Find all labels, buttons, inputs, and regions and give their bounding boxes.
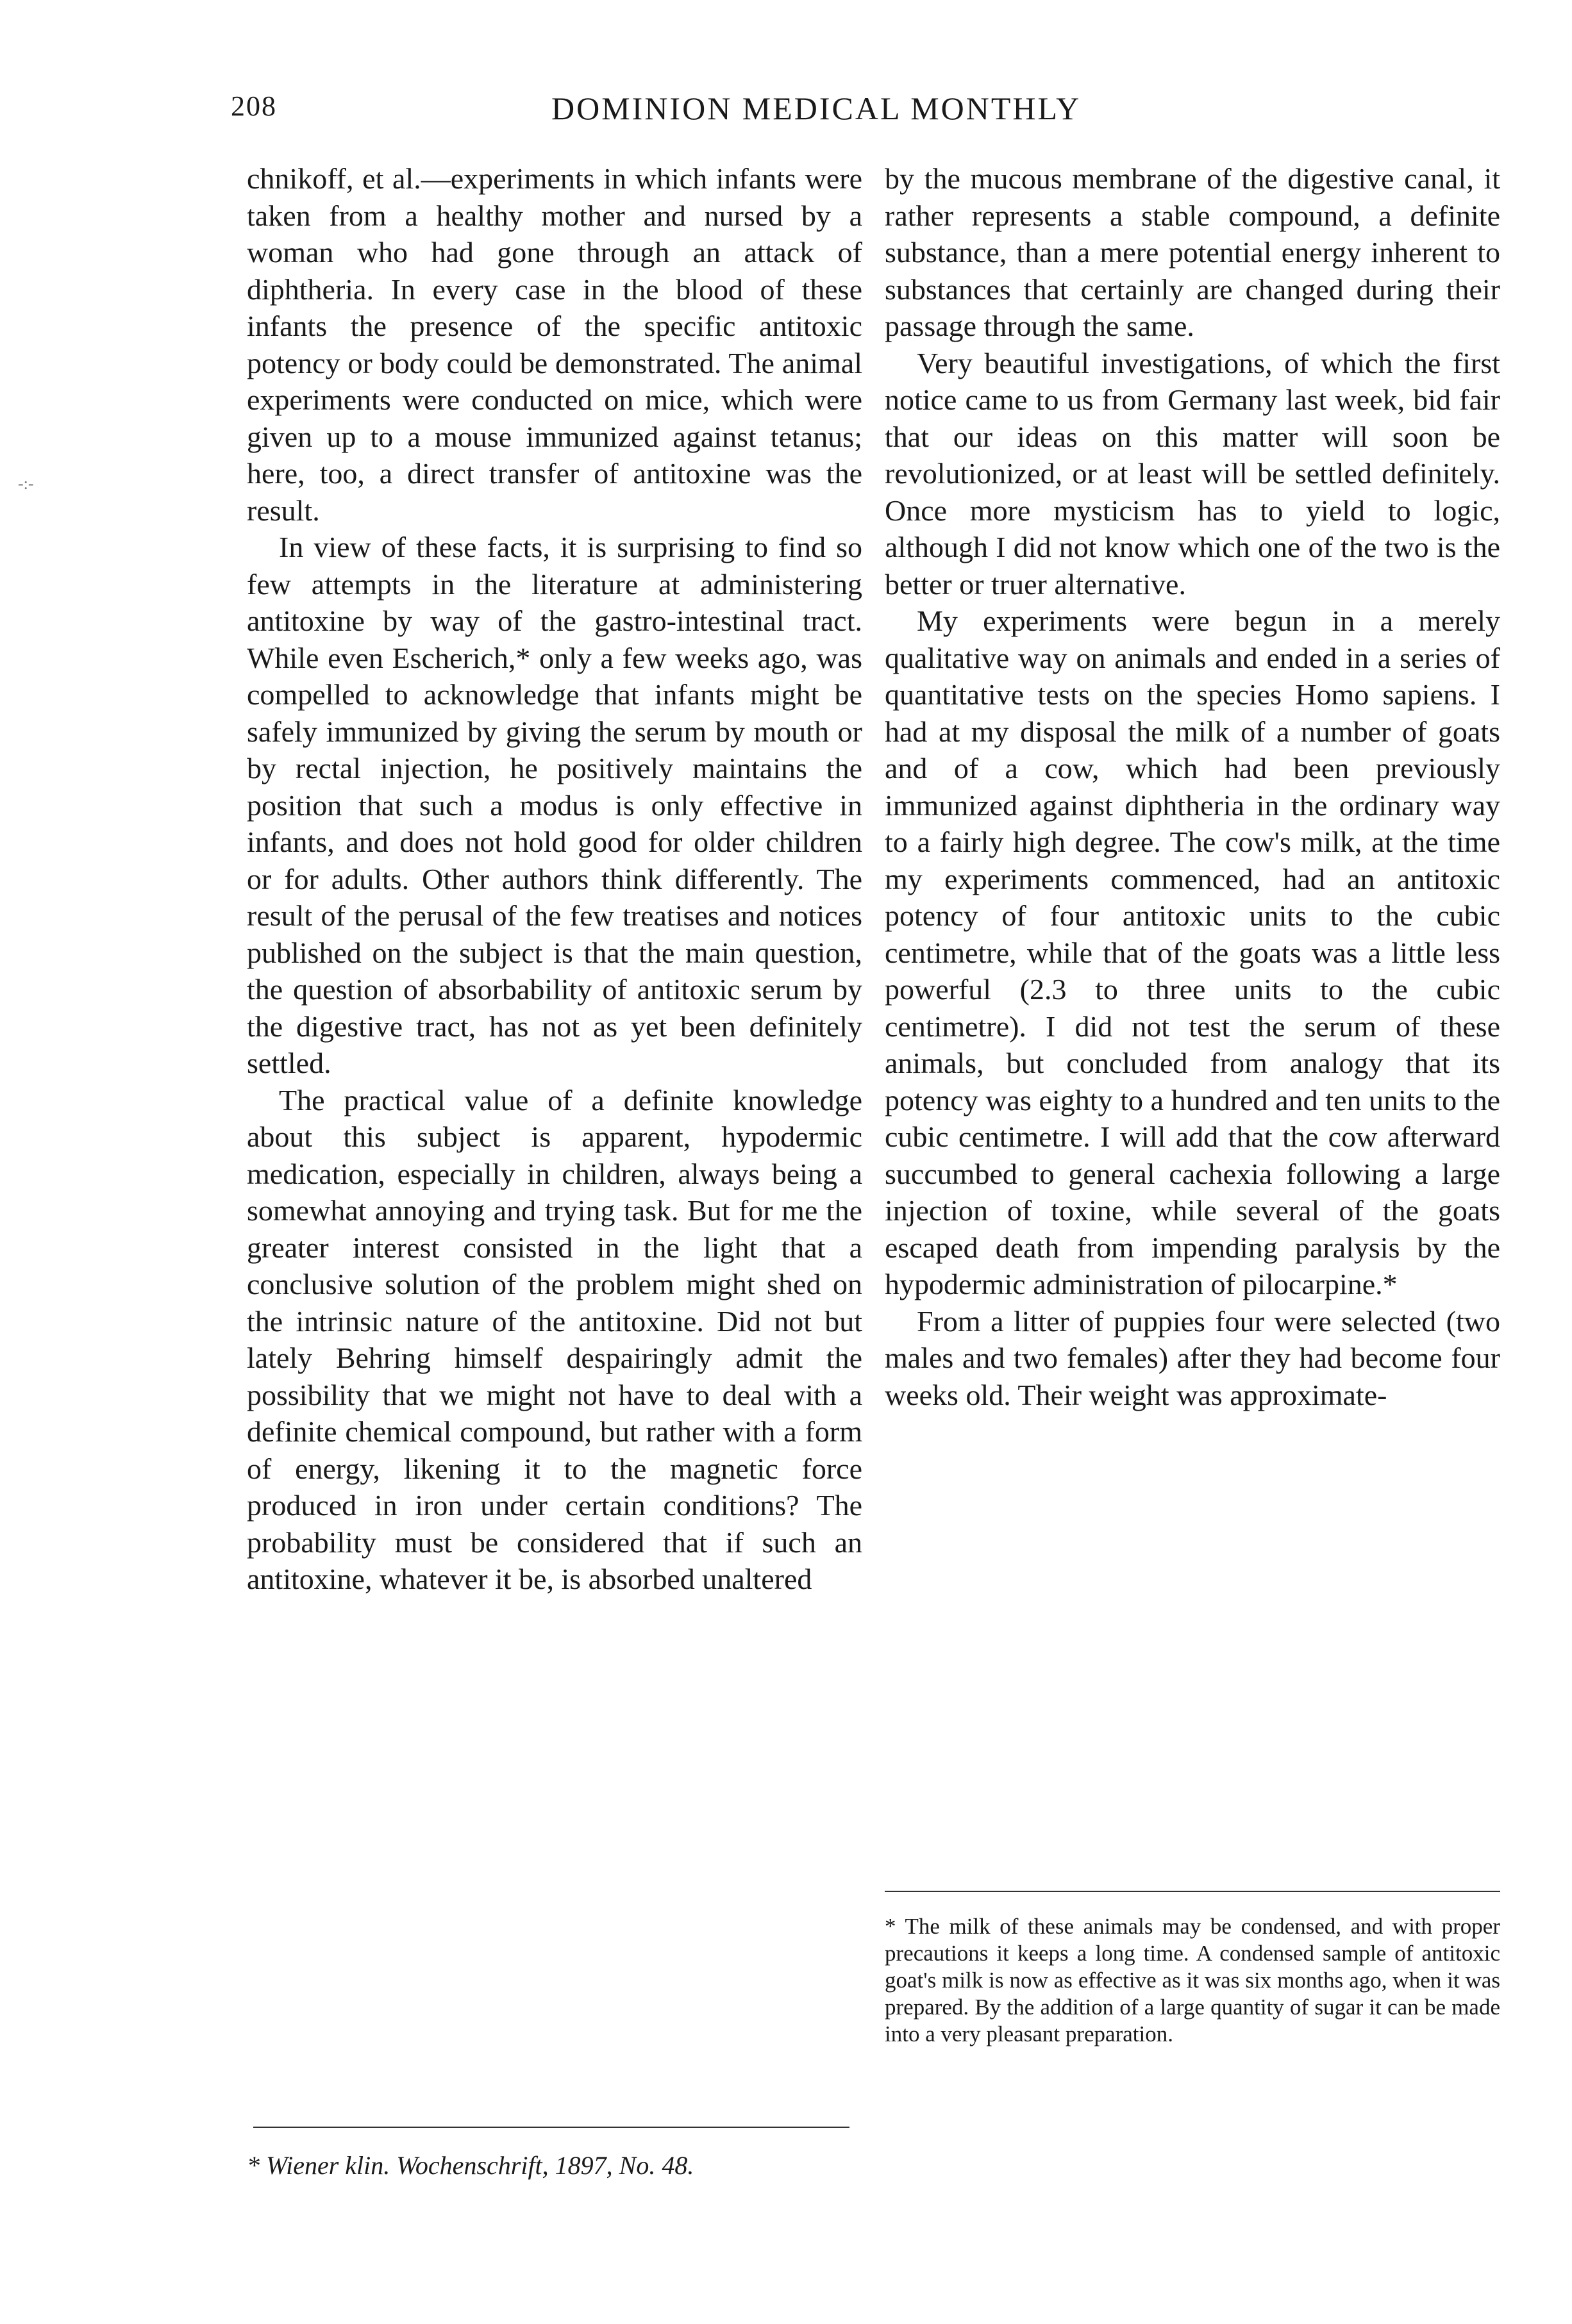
footnote-right: * The milk of these animals may be condensed, and with proper precautions it keeps a long time. A condensed sample of antitoxic goat's milk is now as effective as it was six months ago, when it was prepared. By the addition of a large quantity of sugar it can be made into a very pleasant preparation.	[885, 1914, 1500, 2046]
journal-title: DOMINION MEDICAL MONTHLY	[551, 90, 1082, 126]
left-column	[247, 160, 862, 1598]
footnote-left: * Wiener klin. Wochenschrift, 1897, No. 48.	[247, 2151, 694, 2180]
right-column	[885, 160, 1500, 1413]
paragraph: From a litter of puppies four were selected (two males and two females) after they had become four weeks old. Their weight was approximate-	[885, 1304, 1500, 1411]
page-header	[231, 90, 1487, 141]
paragraph: Very beautiful investigations, of which the first notice came to us from Germany last week, bid fair that our ideas on this matter will soon be revolutionized, or at least will be settled definitely. Once more mysticism has to yield to logic, although I did not know which one of the two is the better or truer alternative.	[885, 346, 1500, 601]
footnote-divider-right	[885, 1891, 1500, 1892]
margin-mark: -:-	[18, 474, 34, 493]
paragraph: In view of these facts, it is surprising to find so few attempts in the literature at administering antitoxine by way of the gastro-intestinal tract. While even Escherich,* only a few weeks ago, was compelled to acknowledge that infants might be safely immunized by giving the serum by mouth or by rectal injection, he positively maintains the position that such a modus is only effective in infants, and does not hold good for older children or for adults. Other authors think differently. The result of the perusal of the few treatises and notices published on the subject is that the main question, the question of absorbability of antitoxic serum by the digestive tract, has not as yet been definitely settled.	[247, 531, 862, 1079]
footnote-divider-left	[253, 2127, 849, 2128]
paragraph: My experiments were begun in a merely qualitative way on animals and ended in a series of quantitative tests on the species Homo sapiens. I had at my disposal the milk of a number of goats and of a cow, which had been previously immunized against diphtheria in the ordinary way to a fairly high degree. The cow's milk, at the time my experiments commenced, had an antitoxic potency of four antitoxic units to the cubic centimetre, while that of the goats was a little less powerful (2.3 to three units to the cubic centimetre). I did not test the serum of these animals, but concluded from analogy that its potency was eighty to a hundred and ten units to the cubic centimetre. I will add that the cow afterward succumbed to general cachexia following a large injection of toxine, while several of the goats escaped death from impending paralysis by the hypodermic administration of pilocarpine.*	[885, 604, 1500, 1300]
paragraph: by the mucous membrane of the digestive canal, it rather represents a stable compound, a definite substance, than a mere potential energy inherent to substances that certainly are changed during their passage through the same.	[885, 162, 1500, 342]
page-number: 208	[231, 90, 277, 122]
paragraph: chnikoff, et al.—experiments in which infants were taken from a healthy mother and nursed by a woman who had gone through an attack of diphtheria. In every case in the blood of these infants the presence of the specific antitoxic potency or body could be demonstrated. The animal experiments were conducted on mice, which were given up to a mouse immunized against tetanus; here, too, a direct transfer of antitoxine was the result.	[247, 162, 862, 527]
paragraph: The practical value of a definite knowledge about this subject is apparent, hypodermic medication, especially in children, always being a somewhat annoying and trying task. But for me the greater interest consisted in the light that a conclusive solution of the problem might shed on the intrinsic nature of the antitoxine. Did not but lately Behring himself despairingly admit the possibility that we might not have to deal with a definite chemical compound, but rather with a form of energy, likening it to the magnetic force produced in iron under certain conditions? The probability must be considered that if such an antitoxine, whatever it be, is absorbed unaltered	[247, 1083, 862, 1595]
